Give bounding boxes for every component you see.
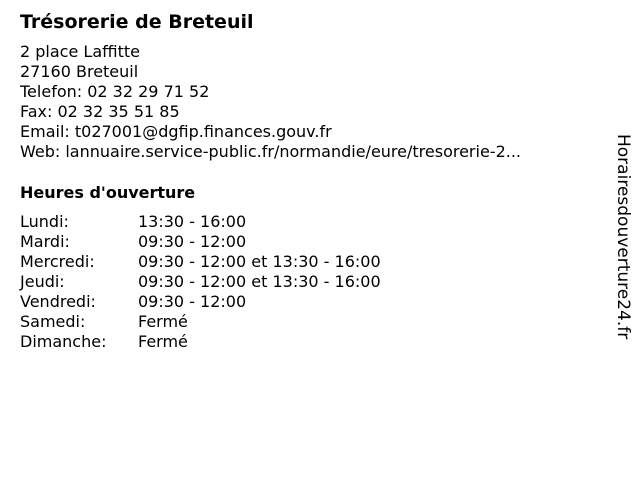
hours-row-tuesday [20, 232, 605, 252]
opening-hours-table [20, 212, 605, 352]
hours-time: 09:30 - 12:00 [138, 232, 247, 251]
hours-day: Lundi: [20, 212, 69, 231]
hours-time: Fermé [138, 332, 188, 351]
hours-row-sunday [20, 332, 605, 352]
address-line-1: 2 place Laffitte [20, 42, 140, 61]
web-line[interactable]: Web: lannuaire.service-public.fr/normandie/eure/tresorerie-2... [20, 142, 522, 161]
address-line-2: 27160 Breteuil [20, 62, 139, 81]
hours-day: Vendredi: [20, 292, 96, 311]
site-watermark: Horairesdouverture24.fr [613, 134, 633, 340]
hours-row-monday [20, 212, 605, 232]
hours-row-thursday [20, 272, 605, 292]
hours-day: Mercredi: [20, 252, 95, 271]
hours-day: Mardi: [20, 232, 70, 251]
hours-day: Samedi: [20, 312, 86, 331]
hours-time: 09:30 - 12:00 et 13:30 - 16:00 [138, 272, 381, 291]
hours-time: 13:30 - 16:00 [138, 212, 247, 231]
hours-row-saturday [20, 312, 605, 332]
hours-day: Dimanche: [20, 332, 107, 351]
office-card [20, 10, 605, 352]
hours-time: Fermé [138, 312, 188, 331]
hours-row-friday [20, 292, 605, 312]
hours-time: 09:30 - 12:00 et 13:30 - 16:00 [138, 252, 381, 271]
fax-line: Fax: 02 32 35 51 85 [20, 102, 180, 121]
email-line[interactable]: Email: t027001@dgfip.finances.gouv.fr [20, 122, 332, 141]
hours-row-wednesday [20, 252, 605, 272]
phone-line: Telefon: 02 32 29 71 52 [20, 82, 210, 101]
office-title: Trésorerie de Breteuil [20, 11, 254, 33]
opening-hours-title: Heures d'ouverture [20, 183, 196, 202]
hours-day: Jeudi: [20, 272, 65, 291]
hours-time: 09:30 - 12:00 [138, 292, 247, 311]
